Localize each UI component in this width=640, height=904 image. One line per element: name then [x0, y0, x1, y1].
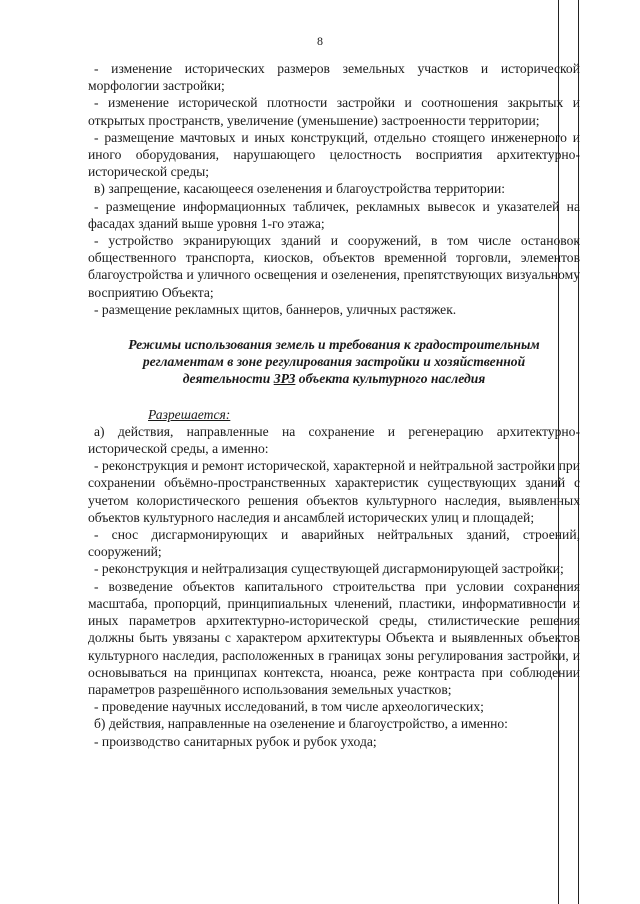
heading-line: регламентам в зоне регулирования застройки и хозяйственной	[142, 354, 526, 370]
paragraph: - реконструкция и ремонт исторической, характерной и нейтральной застройки при сохранении объёмно-пространственных характеристик существующих зданий с учетом колористического решения объектов культурного наследия, выявленных объектов культурного наследия и ансамблей исторических улиц и площадей;	[88, 458, 580, 525]
zone-code: ЗРЗ	[273, 371, 296, 387]
paragraph: - размещение мачтовых и иных конструкций, отдельно стоящего инженерного и иного оборудования, нарушающего целостность восприятия архитектурно-исторической среды;	[88, 129, 580, 180]
paragraph: - изменение исторических размеров земельных участков и исторической морфологии застройки;	[88, 61, 580, 94]
allowed-label: Разрешается:	[148, 406, 231, 422]
heading-line: объекта культурного наследия	[295, 371, 486, 387]
heading-line: Режимы использования земель и требования к градостроительным	[128, 337, 540, 353]
paragraph: - изменение исторической плотности застройки и соотношения закрытых и открытых пространств, увеличение (уменьшение) застроенности территории;	[88, 95, 580, 128]
paragraph: - снос дисгармонирующих и аварийных нейтральных зданий, строений, сооружений;	[88, 527, 580, 560]
paragraph: - размещение информационных табличек, рекламных вывесок и указателей на фасадах зданий выше уровня 1-го этажа;	[88, 198, 580, 231]
paragraph: в) запрещение, касающееся озеленения и благоустройства территории:	[94, 181, 506, 197]
paragraph: - проведение научных исследований, в том числе археологических;	[94, 699, 484, 715]
document-body	[88, 60, 580, 750]
paragraph: а) действия, направленные на сохранение и регенерацию архитектурно-исторической среды, а именно:	[88, 423, 580, 457]
paragraph: - размещение рекламных щитов, баннеров, уличных растяжек.	[94, 301, 457, 317]
paragraph: б) действия, направленные на озеленение и благоустройство, а именно:	[94, 716, 508, 732]
heading-line: деятельности	[182, 371, 274, 387]
paragraph: - реконструкция и нейтрализация существующей дисгармонирующей застройки;	[94, 561, 564, 577]
paragraph: - производство санитарных рубок и рубок ухода;	[94, 733, 377, 749]
paragraph: - возведение объектов капитального строительства при условии сохранения масштаба, пропорций, принципиальных членений, пластики, информативности и иных параметров архитектурно-исторической среды, стилистические решения должны быть увязаны с характером архитектуры Объекта и выявленных объектов культурного наследия, расположенных в границах зоны регулирования застройки, и основываться на принципах контекста, нюанса, реже контраста при соблюдении параметров разрешённого использования земельных участков;	[88, 578, 580, 697]
page-number: 8	[317, 34, 323, 48]
paragraph: - устройство экранирующих зданий и сооружений, в том числе остановок общественного транспорта, киосков, объектов временной торговли, элементов благоустройства и уличного освещения и озеленения, препятствующих визуальному восприятию Объекта;	[88, 233, 580, 300]
section-heading	[88, 336, 580, 388]
